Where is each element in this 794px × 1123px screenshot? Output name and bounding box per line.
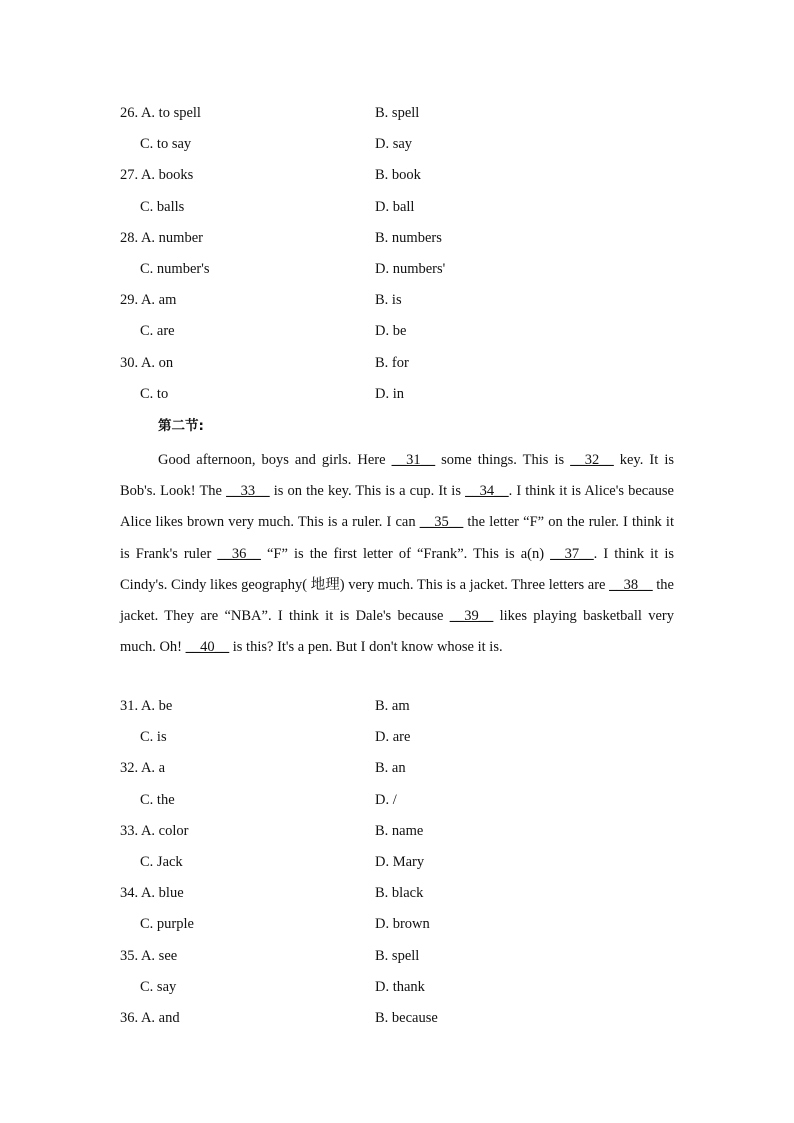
question-number: 34 [120,885,135,902]
question-29-row-1: 29. A. am B. is [120,292,402,309]
question-number: 31 [120,698,135,714]
option-c: C. balls [140,198,185,215]
question-34-row-2 [120,914,680,945]
question-26-row-2 [120,134,680,165]
option-b: B. is [375,292,402,309]
question-30-row-1: 30. A. on B. for [120,354,409,371]
option-d: D. Mary [375,853,425,870]
option-c: C. number's [140,260,210,277]
question-36-row-1: 36. A. and B. because [120,1009,438,1026]
question-number: 33 [120,822,135,839]
section-title: 第二节: [158,418,204,434]
option-d: D. ball [375,198,415,215]
question-number: 35 [120,947,135,964]
question-32-row-1: 32. A. a B. an [120,760,406,777]
question-number: 30 [120,354,135,371]
option-d: D. be [375,323,407,340]
option-c: C. the [140,791,175,808]
option-a: A. see [140,947,178,964]
option-c: C. Jack [140,853,183,870]
option-d: D. thank [375,978,425,995]
passage-text: is this? It's a pen. But I don't know whose it is. [229,639,503,656]
passage-text: is on the key. This is a cup. It is [269,483,466,500]
cloze-passage [120,445,674,663]
blank-34: __34__ [465,483,509,500]
option-a: A. a [140,760,166,777]
option-a: A. on [140,354,174,371]
passage-text: some things. This is [435,452,571,468]
option-d: D. say [375,136,413,153]
option-b: B. am [375,698,410,714]
option-a: A. am [140,292,177,309]
question-33-row-1: 33. A. color B. name [120,822,424,839]
question-27-row-2 [120,197,680,228]
option-a: A. be [140,698,173,714]
option-c: C. to say [140,136,192,153]
blank-40: __40__ [185,639,230,656]
question-30-row-2 [120,384,680,415]
option-c: C. to [140,385,169,402]
question-number: 36 [120,1009,135,1026]
question-group-26-30 [120,103,680,415]
passage-text: . I think it is Alice's because Alice likes brown very much. This is a ruler. I can [120,483,674,531]
option-c: C. is [140,729,167,746]
blank-39: __39__ [449,608,494,625]
question-32-row-2 [120,790,680,821]
blank-35: __35__ [419,514,464,531]
passage-text: . I think it is Cindy's. Cindy likes geography( 地理) very much. This is a jacket. Three letters are [120,545,674,593]
question-number: 32 [120,760,135,777]
option-b: B. name [375,822,424,839]
option-c: C. purple [140,916,194,933]
blank-32: __32__ [570,452,614,468]
question-29-row-2 [120,321,680,352]
option-b: B. black [375,885,424,902]
blank-38: __38__ [609,576,653,593]
option-a: A. color [140,822,189,839]
option-c: C. are [140,323,175,340]
option-c: C. say [140,978,177,995]
passage-text: “F” is the first letter of “Frank”. This is a(n) [260,545,551,562]
option-d: D. in [375,385,404,402]
option-a: A. books [140,167,194,184]
option-b: B. spell [375,947,420,964]
blank-33: __33__ [226,483,270,500]
question-26-row-1: 26. A. to spell B. spell [120,105,420,121]
question-33-row-2 [120,852,680,883]
passage-text: Good afternoon, boys and girls. Here [158,452,392,468]
question-number: 26 [120,105,135,121]
option-b: B. for [375,354,409,371]
passage-text: key. It is Bob's. Look! The [120,452,674,500]
question-31-row-1: 31. A. be B. am [120,698,410,714]
blank-31: __31__ [391,452,436,468]
passage-text: likes playing basketball very much. Oh! [120,608,674,656]
passage-text: the letter “F” on the ruler. I think it is Frank's ruler [120,514,674,562]
question-28-row-1: 28. A. number B. numbers [120,229,442,246]
blank-37: __37__ [550,545,594,562]
option-d: D. brown [375,916,430,933]
question-31-row-2 [120,727,680,758]
option-a: A. number [140,229,203,246]
option-a: A. and [140,1009,180,1026]
option-b: B. numbers [375,229,442,246]
option-d: D. numbers' [375,260,446,277]
question-34-row-1: 34. A. blue B. black [120,885,424,902]
question-27-row-1: 27. A. books B. book [120,167,421,184]
option-a: A. to spell [140,105,201,121]
option-a: A. blue [140,885,184,902]
option-b: B. an [375,760,406,777]
option-b: B. spell [375,105,420,121]
option-b: B. book [375,167,421,184]
passage-text: the jacket. They are “NBA”. I think it is Dale's because [120,576,674,625]
question-number: 27 [120,167,135,184]
option-b: B. because [375,1009,438,1026]
option-d: D. are [375,729,411,746]
question-group-31-36 [120,696,680,1039]
question-28-row-2 [120,259,680,290]
blank-36: __36__ [217,545,261,562]
question-35-row-1: 35. A. see B. spell [120,947,420,964]
question-35-row-2 [120,977,680,1008]
question-number: 29 [120,292,135,309]
question-number: 28 [120,229,135,246]
option-d: D. / [375,791,397,808]
